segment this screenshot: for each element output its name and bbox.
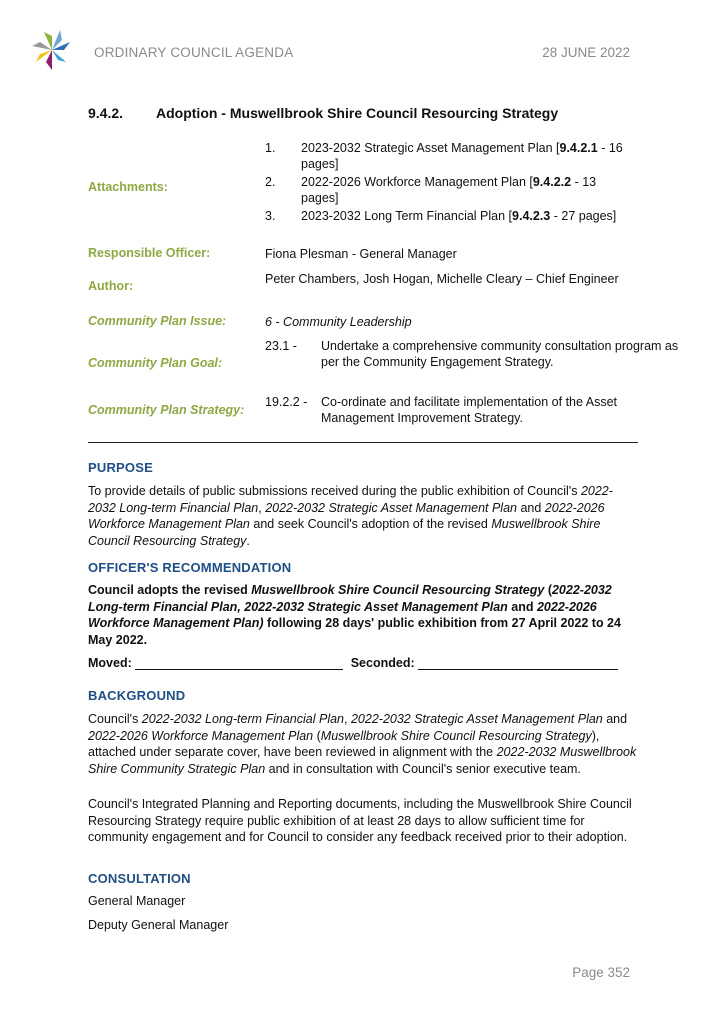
consultation-item: Deputy General Manager <box>88 918 229 932</box>
goal-label: Community Plan Goal: <box>88 356 223 370</box>
attachments-label: Attachments: <box>88 180 168 194</box>
agenda-date: 28 JUNE 2022 <box>542 45 630 60</box>
goal-text: Undertake a comprehensive community consultation program as per the Community Engagement Strategy. <box>321 339 679 369</box>
council-logo-icon <box>30 28 74 72</box>
attachment-item[interactable]: 2. 2022-2026 Workforce Management Plan [9.4.2.2 - 13 pages] <box>265 175 597 205</box>
item-title-text: Adoption - Muswellbrook Shire Council Resourcing Strategy <box>156 105 559 121</box>
purpose-heading: PURPOSE <box>88 460 153 475</box>
goal-code: 23.1 - <box>265 339 297 353</box>
goal-row <box>88 338 679 370</box>
moved-label: Moved: <box>88 656 132 670</box>
author-label: Author: <box>88 279 134 293</box>
background-heading: BACKGROUND <box>88 688 186 703</box>
item-number: 9.4.2. <box>88 105 124 121</box>
strategy-label: Community Plan Strategy: <box>88 403 245 417</box>
author-value: Peter Chambers, Josh Hogan, Michelle Cleary – Chief Engineer <box>265 272 619 286</box>
officer-label: Responsible Officer: <box>88 246 211 260</box>
strategy-row <box>88 394 638 426</box>
strategy-code: 19.2.2 - <box>265 395 308 409</box>
goal-value <box>265 338 691 370</box>
attachments-list <box>265 140 635 226</box>
purpose-text: To provide details of public submissions received during the public exhibition of Council's 2022-2032 Long-term Financial Plan, 2022-2032 Strategic Asset Management Plan and 2022-2026 Workforce Management Plan and seek Council's adoption of the revised Muswellbrook Shire Council Resourcing Strategy. <box>88 484 613 548</box>
agenda-title: ORDINARY COUNCIL AGENDA <box>94 45 294 60</box>
officer-value: Fiona Plesman - General Manager <box>265 247 457 261</box>
background-paragraph-1: Council's 2022-2032 Long-term Financial Plan, 2022-2032 Strategic Asset Management Plan and 2022-2026 Workforce Management Plan (Muswellbrook Shire Council Resourcing Strategy), attached under separate cover, have been reviewed in alignment with the 2022-2032 Muswellbrook Shire Community Strategic Plan and in consultation with Council's senior executive team. <box>88 712 637 776</box>
issue-value: 6 - Community Leadership <box>265 315 412 329</box>
attachment-ref: 9.4.2.1 <box>559 141 598 155</box>
strategy-text: Co-ordinate and facilitate implementation of the Asset Management Improvement Strategy. <box>321 395 618 425</box>
recommendation-text: Council adopts the revised Muswellbrook Shire Council Resourcing Strategy (2022-2032 Long-term Financial Plan, 2022-2032 Strategic Asset Management Plan and 2022-2026 Workforce Management Plan) following 28 days' public exhibition from 27 April 2022 to 24 May 2022. <box>88 583 621 647</box>
recommendation-heading: OFFICER'S RECOMMENDATION <box>88 560 292 575</box>
issue-label: Community Plan Issue: <box>88 314 227 328</box>
divider <box>88 442 638 443</box>
consultation-heading: CONSULTATION <box>88 871 191 886</box>
motion-line <box>88 656 618 670</box>
consultation-item: General Manager <box>88 894 186 908</box>
strategy-value <box>265 394 691 426</box>
page-number: Page 352 <box>572 965 630 980</box>
moved-field[interactable] <box>135 657 343 670</box>
attachment-ref: 9.4.2.3 <box>512 209 551 223</box>
background-paragraph-2: Council's Integrated Planning and Reporting documents, including the Muswellbrook Shire Council Resourcing Strategy require public exhibition of at least 28 days to allow sufficient time for community engagement and for Council to consider any feedback received prior to their adoption. <box>88 797 632 844</box>
attachment-item[interactable]: 1. 2023-2032 Strategic Asset Management Plan [9.4.2.1 - 16 pages] <box>265 141 623 171</box>
seconded-label: Seconded: <box>350 656 415 670</box>
seconded-field[interactable] <box>418 657 618 670</box>
item-heading <box>88 105 558 121</box>
attachment-ref: 9.4.2.2 <box>532 175 572 189</box>
attachment-item[interactable]: 3. 2023-2032 Long Term Financial Plan [9.4.2.3 - 27 pages] <box>265 209 617 223</box>
